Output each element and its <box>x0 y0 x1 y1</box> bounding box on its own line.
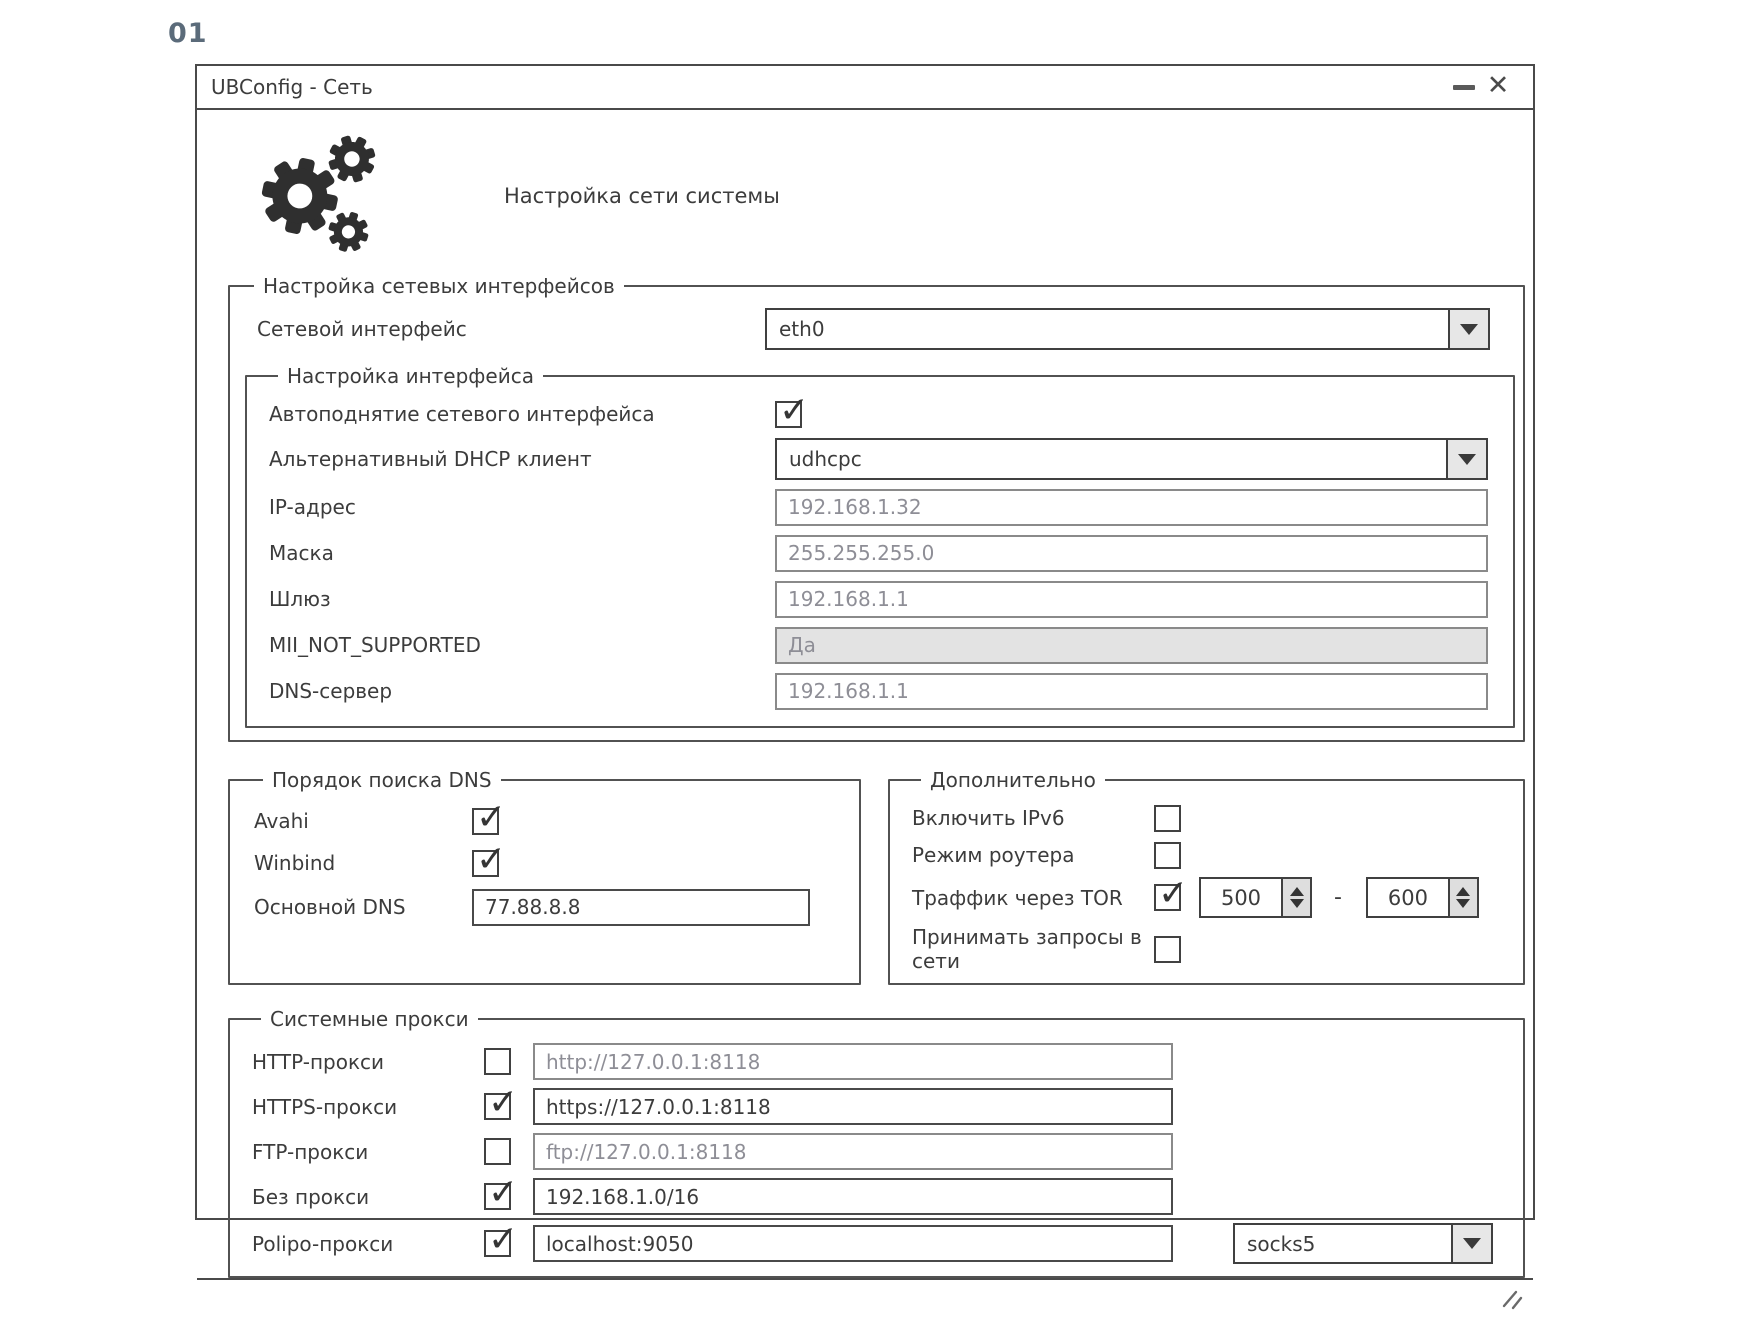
avahi-label: Avahi <box>254 809 309 833</box>
mii-row <box>269 626 1488 664</box>
winbind-checkbox[interactable] <box>472 850 499 877</box>
https-proxy-checkbox[interactable] <box>484 1093 511 1120</box>
dns-server-input[interactable] <box>775 673 1488 710</box>
https-proxy-row <box>252 1088 1503 1125</box>
http-proxy-input[interactable] <box>533 1043 1173 1080</box>
page-number-label: 01 <box>168 18 208 49</box>
netmask-row <box>269 534 1488 572</box>
router-mode-checkbox[interactable] <box>1154 842 1181 869</box>
polipo-proxy-label: Polipo-прокси <box>252 1231 394 1256</box>
page-title: Настройка сети системы <box>504 184 780 208</box>
netmask-input[interactable] <box>775 535 1488 572</box>
netmask-label: Маска <box>269 541 334 565</box>
network-interface-value: eth0 <box>779 317 825 341</box>
auto-up-row <box>269 398 1488 430</box>
avahi-checkbox[interactable] <box>472 808 499 835</box>
https-proxy-label: HTTPS-прокси <box>252 1094 398 1119</box>
winbind-label: Winbind <box>254 851 336 875</box>
ipv6-row <box>912 803 1505 833</box>
ipv6-label: Включить IPv6 <box>912 806 1065 830</box>
dhcp-client-label: Альтернативный DHCP клиент <box>269 447 592 471</box>
polipo-proxy-input[interactable] <box>533 1225 1173 1262</box>
auto-up-checkbox[interactable] <box>775 401 802 428</box>
chevron-down-icon <box>1463 1238 1481 1249</box>
spinner-up-icon <box>1456 887 1470 896</box>
network-interface-row <box>257 308 1490 350</box>
avahi-row <box>254 804 839 838</box>
ip-address-label: IP-адрес <box>269 495 356 519</box>
status-bar <box>197 1278 1533 1318</box>
mii-label: MII_NOT_SUPPORTED <box>269 633 481 657</box>
accept-requests-row <box>912 925 1505 973</box>
tor-port-from-value: 500 <box>1220 885 1262 910</box>
chevron-down-icon <box>1458 454 1476 465</box>
fieldset-network-interfaces <box>228 274 1525 742</box>
fieldset-extra-legend: Дополнительно <box>930 768 1096 792</box>
fieldset-dns-order <box>228 768 861 985</box>
spinner-down-icon <box>1456 899 1470 908</box>
winbind-row <box>254 846 839 880</box>
primary-dns-label: Основной DNS <box>254 895 406 919</box>
dhcp-client-select[interactable] <box>775 438 1488 480</box>
gateway-label: Шлюз <box>269 587 331 611</box>
close-icon: ✕ <box>1486 69 1510 101</box>
tor-traffic-row <box>912 877 1505 918</box>
network-interface-dropdown-button[interactable] <box>1448 310 1488 348</box>
window-content <box>197 110 1533 1318</box>
fieldset-extra <box>888 768 1525 985</box>
no-proxy-input[interactable] <box>533 1178 1173 1215</box>
network-interface-label: Сетевой интерфейс <box>257 317 467 341</box>
close-button[interactable] <box>1481 70 1515 104</box>
ftp-proxy-checkbox[interactable] <box>484 1138 511 1165</box>
proxy-scheme-select[interactable] <box>1233 1223 1493 1264</box>
primary-dns-input[interactable] <box>472 889 810 926</box>
middle-columns <box>228 768 1525 985</box>
chevron-down-icon <box>1460 324 1478 335</box>
ip-address-row <box>269 488 1488 526</box>
tor-port-to-value: 600 <box>1387 885 1428 910</box>
ip-address-input[interactable] <box>775 489 1488 526</box>
ubconfig-window <box>195 64 1535 1256</box>
tor-port-to-spin-buttons[interactable] <box>1448 879 1477 916</box>
tor-port-from-spin-buttons[interactable] <box>1281 879 1310 916</box>
fieldset-interface-settings <box>245 364 1515 728</box>
tor-traffic-label: Траффик через TOR <box>912 885 1123 910</box>
gateway-row <box>269 580 1488 618</box>
gears-icon <box>264 132 382 260</box>
https-proxy-input[interactable] <box>533 1088 1173 1125</box>
minimize-icon <box>1453 85 1475 90</box>
polipo-proxy-checkbox[interactable] <box>484 1230 511 1257</box>
mii-input <box>775 627 1488 664</box>
dns-server-label: DNS-сервер <box>269 679 393 703</box>
accept-requests-checkbox[interactable] <box>1154 936 1181 963</box>
polipo-proxy-row <box>252 1223 1503 1264</box>
fieldset-interface-settings-legend: Настройка интерфейса <box>287 364 534 388</box>
network-interface-select[interactable] <box>765 308 1490 350</box>
ftp-proxy-row <box>252 1133 1503 1170</box>
dns-server-row <box>269 672 1488 710</box>
app-header <box>264 126 1525 266</box>
title-bar <box>197 66 1533 110</box>
window-title: UBConfig - Сеть <box>211 75 373 99</box>
minimize-button[interactable] <box>1447 70 1481 104</box>
no-proxy-label: Без прокси <box>252 1184 370 1209</box>
resize-grip-icon[interactable] <box>1499 1287 1525 1311</box>
router-mode-row <box>912 840 1505 870</box>
auto-up-label: Автоподнятие сетевого интерфейса <box>269 402 655 426</box>
tor-port-from-spinner[interactable] <box>1199 877 1312 918</box>
http-proxy-checkbox[interactable] <box>484 1048 511 1075</box>
proxy-scheme-dropdown-button[interactable] <box>1451 1225 1491 1262</box>
dhcp-client-row <box>269 438 1488 480</box>
proxy-scheme-value: socks5 <box>1247 1231 1316 1256</box>
tor-traffic-checkbox[interactable] <box>1154 884 1181 911</box>
fieldset-system-proxy-legend: Системные прокси <box>270 1007 469 1031</box>
primary-dns-row <box>254 888 839 926</box>
no-proxy-row <box>252 1178 1503 1215</box>
fieldset-system-proxy <box>228 1007 1525 1278</box>
dhcp-client-dropdown-button[interactable] <box>1446 440 1486 478</box>
spinner-up-icon <box>1290 887 1304 896</box>
http-proxy-row <box>252 1043 1503 1080</box>
no-proxy-checkbox[interactable] <box>484 1183 511 1210</box>
tor-port-to-spinner[interactable] <box>1366 877 1479 918</box>
fieldset-dns-order-legend: Порядок поиска DNS <box>272 768 492 792</box>
port-range-separator: - <box>1334 885 1342 910</box>
dhcp-client-value: udhcpc <box>789 447 862 471</box>
gateway-input[interactable] <box>775 581 1488 618</box>
fieldset-network-interfaces-legend: Настройка сетевых интерфейсов <box>263 274 615 298</box>
accept-requests-label: Принимать запросы в сети <box>912 925 1142 973</box>
ipv6-checkbox[interactable] <box>1154 805 1181 832</box>
http-proxy-label: HTTP-прокси <box>252 1049 385 1074</box>
spinner-down-icon <box>1290 899 1304 908</box>
router-mode-label: Режим роутера <box>912 843 1075 867</box>
ftp-proxy-label: FTP-прокси <box>252 1139 369 1164</box>
ftp-proxy-input[interactable] <box>533 1133 1173 1170</box>
